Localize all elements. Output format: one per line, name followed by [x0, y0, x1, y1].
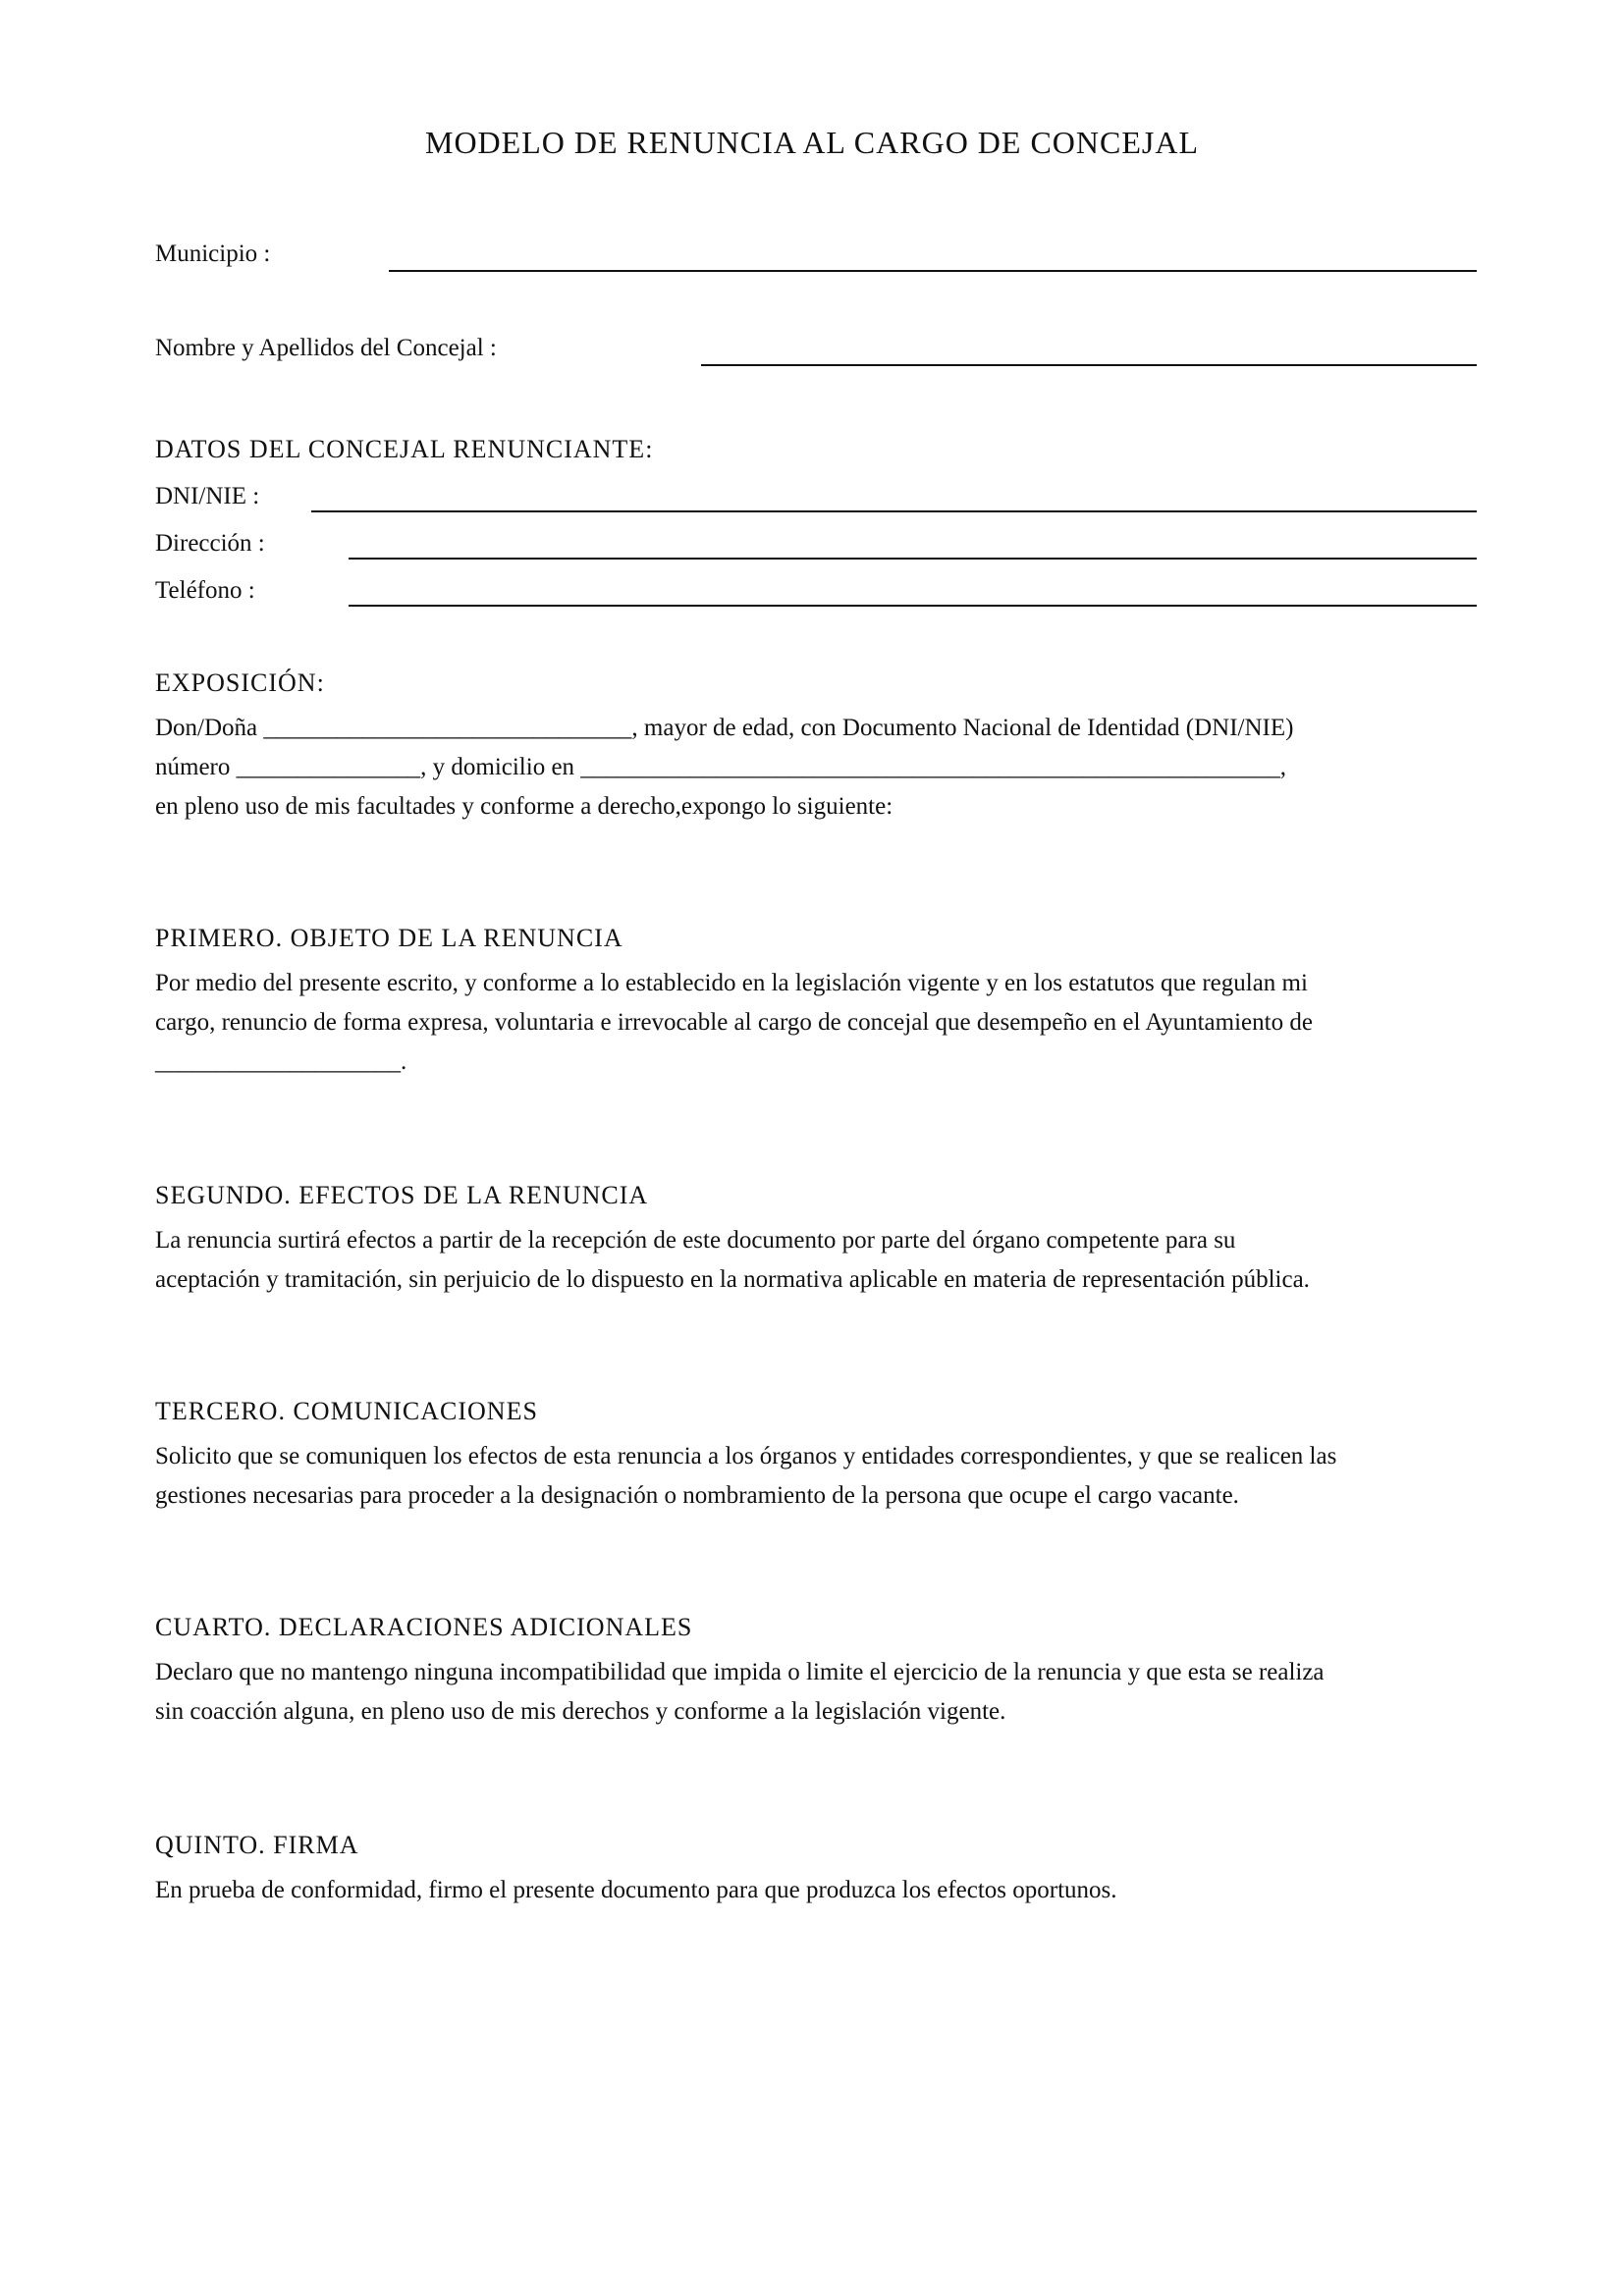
- exposicion-line: Don/Doña ______________________________, mayor de edad, con Documento Nacional de Identidad (DNI/NIE): [155, 715, 1294, 741]
- exposicion-heading: EXPOSICIÓN:: [155, 668, 325, 697]
- exposicion-line: en pleno uso de mis facultades y conforme a derecho,expongo lo siguiente:: [155, 793, 893, 820]
- exposicion-line: número _______________, y domicilio en _________________________________________________________,: [155, 754, 1287, 780]
- direccion-field: [155, 526, 1477, 565]
- primero-paragraph: [155, 964, 1481, 1082]
- segundo-line: La renuncia surtirá efectos a partir de la recepción de este documento por parte del órgano competente para su: [155, 1227, 1236, 1254]
- tercero-line: Solicito que se comuniquen los efectos de esta renuncia a los órganos y entidades correspondientes, y que se realicen las: [155, 1443, 1337, 1469]
- municipio-field: [155, 237, 1477, 276]
- segundo-line: aceptación y tramitación, sin perjuicio de lo dispuesto en la normativa aplicable en materia de representación pública.: [155, 1266, 1310, 1293]
- document-title: MODELO DE RENUNCIA AL CARGO DE CONCEJAL: [424, 125, 1200, 160]
- nombre-label: Nombre y Apellidos del Concejal :: [155, 335, 497, 361]
- telefono-label: Teléfono :: [155, 577, 255, 604]
- dni-field: [155, 479, 1477, 518]
- dni-label: DNI/NIE :: [155, 483, 260, 509]
- telefono-input-line[interactable]: [349, 605, 1477, 607]
- tercero-line: gestiones necesarias para proceder a la designación o nombramiento de la persona que ocupe el cargo vacante.: [155, 1482, 1239, 1509]
- datos-heading: DATOS DEL CONCEJAL RENUNCIANTE:: [155, 435, 654, 463]
- primero-heading: PRIMERO. OBJETO DE LA RENUNCIA: [155, 924, 623, 952]
- cuarto-heading: CUARTO. DECLARACIONES ADICIONALES: [155, 1613, 693, 1641]
- telefono-field: [155, 573, 1477, 613]
- nombre-field: [155, 331, 1477, 370]
- direccion-label: Dirección :: [155, 530, 265, 557]
- exposicion-paragraph: [155, 709, 1481, 827]
- municipio-label: Municipio :: [155, 240, 271, 267]
- quinto-paragraph: [155, 1871, 1481, 1910]
- cuarto-line: Declaro que no mantengo ninguna incompatibilidad que impida o limite el ejercicio de la renuncia y que esta se realiza: [155, 1659, 1325, 1685]
- segundo-heading: SEGUNDO. EFECTOS DE LA RENUNCIA: [155, 1181, 649, 1209]
- tercero-heading: TERCERO. COMUNICACIONES: [155, 1397, 538, 1425]
- dni-input-line[interactable]: [311, 510, 1477, 512]
- quinto-line: En prueba de conformidad, firmo el presente documento para que produzca los efectos oportunos.: [155, 1877, 1117, 1903]
- cuarto-paragraph: [155, 1653, 1481, 1732]
- segundo-paragraph: [155, 1221, 1481, 1300]
- primero-line: ____________________.: [155, 1048, 407, 1075]
- nombre-input-line[interactable]: [701, 364, 1477, 366]
- municipio-input-line[interactable]: [389, 270, 1477, 272]
- direccion-input-line[interactable]: [349, 558, 1477, 560]
- primero-line: cargo, renuncio de forma expresa, voluntaria e irrevocable al cargo de concejal que desempeño en el Ayuntamiento de: [155, 1009, 1313, 1036]
- primero-line: Por medio del presente escrito, y conforme a lo establecido en la legislación vigente y en los estatutos que regulan mi: [155, 970, 1308, 996]
- quinto-heading: QUINTO. FIRMA: [155, 1831, 359, 1859]
- tercero-paragraph: [155, 1437, 1481, 1516]
- cuarto-line: sin coacción alguna, en pleno uso de mis derechos y conforme a la legislación vigente.: [155, 1698, 1006, 1725]
